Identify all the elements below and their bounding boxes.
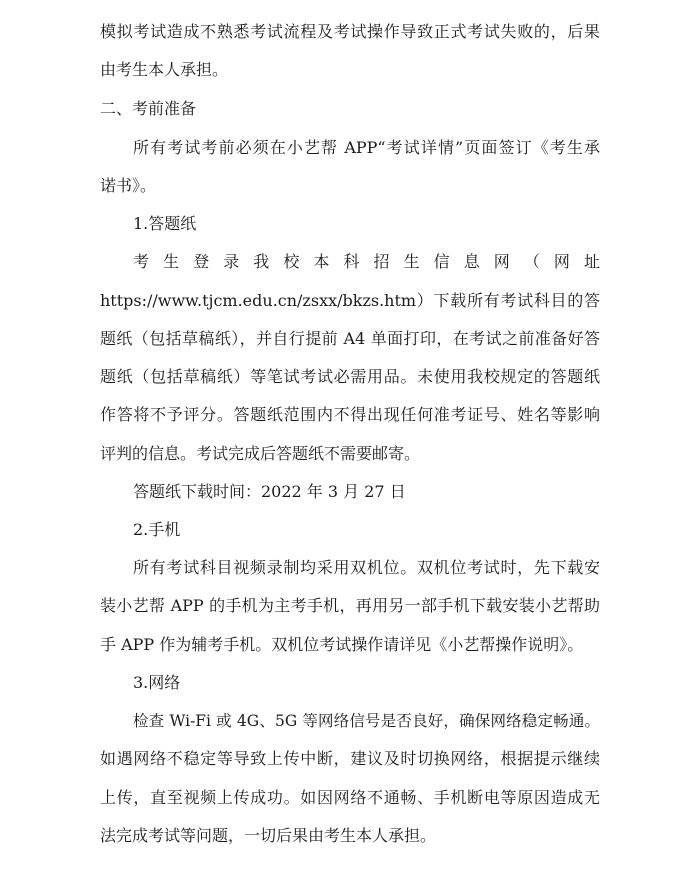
paragraph-line-7: 题纸（包括草稿纸），并自行提前 A4 单面打印，在考试之前准备好答: [100, 329, 600, 348]
paragraph-line-15: 如遇网络不稳定等导致上传中断，建议及时切换网络，根据提示继续: [100, 749, 600, 768]
paragraph-line-11: 所有考试科目视频录制均采用双机位。双机位考试时，先下载安: [133, 558, 600, 577]
section-heading-exam-preparation: 二、考前准备: [100, 99, 197, 118]
paragraph-line-13: 手 APP 作为辅考手机。双机位考试操作请详见《小艺帮操作说明》。: [100, 635, 584, 654]
paragraph-line-10: 评判的信息。考试完成后答题纸不需要邮寄。: [100, 444, 421, 463]
paragraph-line-14: 检查 Wi-Fi 或 4G、5G 等网络信号是否良好，确保网络稳定畅通。: [133, 712, 600, 730]
paragraph-line-8: 题纸（包括草稿纸）等笔试考试必需用品。未使用我校规定的答题纸: [100, 367, 600, 386]
paragraph-line-6-url: https://www.tjcm.edu.cn/zsxx/bkzs.htm）下载所有考试科目的答: [100, 291, 600, 310]
download-time-line: 答题纸下载时间：2022 年 3 月 27 日: [133, 482, 406, 501]
paragraph-line-12: 装小艺帮 APP 的手机为主考手机，再用另一部手机下载安装小艺帮助: [100, 596, 600, 615]
paragraph-line-3: 所有考试考前必须在小艺帮 APP“考试详情”页面签订《考生承: [133, 138, 600, 157]
subheading-answer-sheet: 1.答题纸: [133, 214, 197, 233]
paragraph-line-16: 上传，直至视频上传成功。如因网络不通畅、手机断电等原因造成无: [100, 788, 600, 807]
paragraph-line-4: 诺书》。: [100, 176, 157, 195]
paragraph-line-9: 作答将不予评分。答题纸范围内不得出现任何准考证号、姓名等影响: [100, 405, 600, 424]
subheading-phone: 2.手机: [133, 520, 181, 539]
paragraph-line-17: 法完成考试等问题，一切后果由考生本人承担。: [100, 826, 437, 845]
paragraph-line-2: 由考生本人承担。: [100, 60, 229, 79]
paragraph-line-1: 模拟考试造成不熟悉考试流程及考试操作导致正式考试失败的，后果: [100, 22, 600, 41]
paragraph-line-5: 考 生 登 录 我 校 本 科 招 生 信 息 网 （ 网 址: [133, 252, 600, 271]
subheading-network: 3.网络: [133, 673, 181, 692]
